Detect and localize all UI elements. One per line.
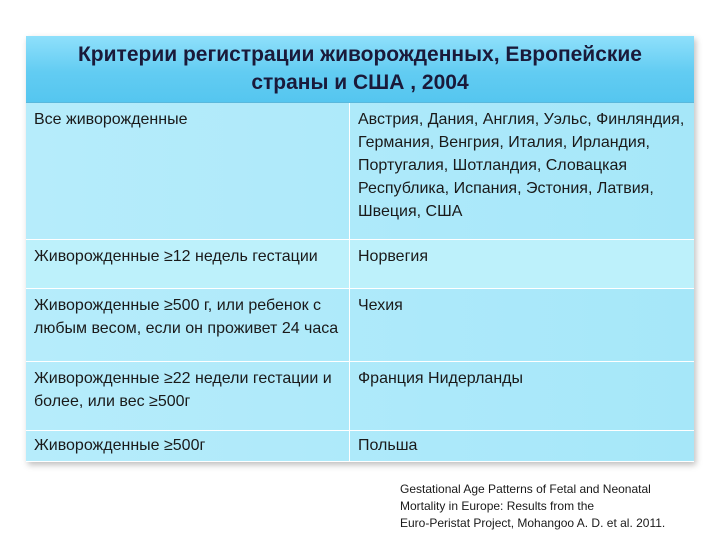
- source-citation: [400, 481, 718, 532]
- countries-cell: Австрия, Дания, Англия, Уэльс, Финляндия, Германия, Венгрия, Италия, Ирландия, Португалия, Шотландия, Словацкая Республика, Испания, Эстония, Латвия, Швеция, США: [358, 111, 685, 220]
- slide-title: [78, 41, 642, 97]
- slide-title-line-1: Критерии регистрации живорожденных, Европейские: [77, 43, 642, 66]
- table-row: [26, 240, 694, 289]
- criterion-cell: Все живорожденные: [26, 103, 350, 239]
- table-row: [26, 431, 694, 462]
- source-line-1: Gestational Age Patterns of Fetal and Neonatal: [400, 482, 651, 496]
- source-line-3: Euro-Peristat Project, Mohangoo A. D. et al. 2011.: [400, 516, 666, 530]
- source-line-2: Mortality in Europe: Results from the: [400, 499, 595, 513]
- criterion-cell: Живорожденные ≥500г: [26, 431, 350, 461]
- criterion-cell: Живорожденные ≥500 г, или ребенок с любым весом, если он проживет 24 часа: [26, 289, 350, 361]
- countries-cell: Чехия: [358, 297, 403, 314]
- table-row: [26, 103, 694, 240]
- criterion-cell: Живорожденные ≥12 недель гестации: [26, 240, 350, 288]
- table-row: [26, 362, 694, 431]
- table-row: [26, 289, 694, 362]
- countries-cell: Франция Нидерланды: [358, 370, 523, 387]
- criterion-cell: Живорожденные ≥22 недели гестации и более, или вес ≥500г: [26, 362, 350, 430]
- registration-criteria-table: [26, 36, 694, 462]
- countries-cell: Польша: [358, 437, 418, 454]
- countries-cell: Норвегия: [358, 248, 429, 265]
- table-header: [26, 36, 694, 103]
- slide-title-line-2: страны и США , 2004: [251, 71, 469, 94]
